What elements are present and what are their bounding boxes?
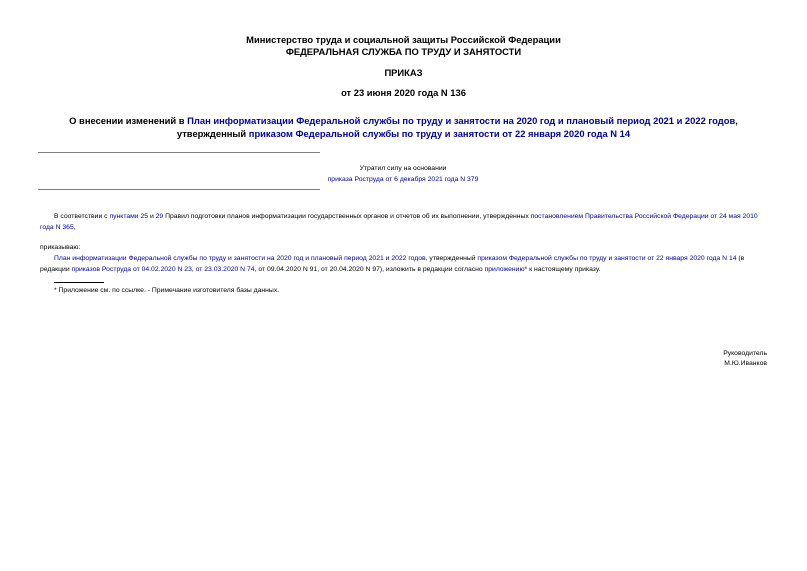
order-link-order74[interactable]: от 23.03.2020 N 74 <box>195 265 255 273</box>
doc-type-heading: ПРИКАЗ <box>384 67 423 78</box>
orders-label: приказываю: <box>40 244 81 251</box>
link-government-decree[interactable]: постановлением Правительства Российской Федерации от 24 мая 2010 года N 365 <box>40 213 758 231</box>
signature-position: Руководитель <box>723 350 767 357</box>
service-heading: ФЕДЕРАЛЬНАЯ СЛУЖБА ПО ТРУДУ И ЗАНЯТОСТИ <box>285 46 522 57</box>
preamble-text-4: , <box>73 223 76 231</box>
divider-top <box>38 152 320 153</box>
preamble-text-1: В соответствии с <box>54 213 110 220</box>
link-item-29[interactable]: 29 <box>155 213 164 220</box>
preamble-paragraph <box>40 212 770 234</box>
order-paragraph <box>40 254 770 276</box>
footnote-separator <box>54 282 104 283</box>
order-link-plan[interactable]: План информатизации Федеральной службы по труду и занятости на 2020 год и плановый период 2021 и 2022 годов <box>54 255 426 262</box>
lost-force-note: Утратил силу на основании <box>359 165 447 172</box>
order-link-order14[interactable]: приказом Федеральной службы по труду и занятости от 22 января 2020 года N 14 <box>477 255 737 262</box>
title-link-order[interactable]: приказом Федеральной службы по труду и занятости от 22 января 2020 года N 14 <box>248 127 631 139</box>
lost-force-line <box>320 175 486 186</box>
title-link-plan[interactable]: План информатизации Федеральной службы по труду и занятости на 2020 год и плановый период 2021 и 2022 годов <box>187 115 736 126</box>
preamble-text-2: и <box>148 213 156 220</box>
order-link-appendix[interactable]: приложению <box>484 265 525 273</box>
order-text-4: , от 09.04.2020 N 91, от 20.04.2020 N 97), изложить в редакции согласно <box>254 265 485 273</box>
order-text-5: * к настоящему приказу. <box>524 265 601 273</box>
document-title <box>40 115 767 140</box>
ministry-heading: Министерство труда и социальной защиты Российской Федерации <box>246 34 561 45</box>
signature-name: М.Ю.Иванков <box>724 360 767 367</box>
order-link-order23[interactable]: приказов Роструда от 04.02.2020 N 23 <box>71 265 192 273</box>
order-text-3: , <box>191 265 196 273</box>
doc-date-number: от 23 июня 2020 года N 136 <box>341 87 466 98</box>
order-text-1: , утвержденный <box>425 255 478 262</box>
lost-force-link[interactable]: приказа Роструда от 6 декабря 2021 года N 379 <box>327 176 479 183</box>
order-text-2: (в редакции <box>40 255 745 273</box>
footnote: * Приложение см. по ссылке. - Примечание изготовителя базы данных. <box>54 287 280 294</box>
divider-bottom <box>38 189 320 190</box>
title-prefix: О внесении изменений в <box>69 115 188 126</box>
preamble-text-3: Правил подготовки планов информатизации государственных органов и отчетов об их выполнении, утвержденных <box>163 213 531 220</box>
link-item-25[interactable]: пунктами 25 <box>109 213 149 220</box>
title-middle: , утвержденный <box>176 115 738 139</box>
